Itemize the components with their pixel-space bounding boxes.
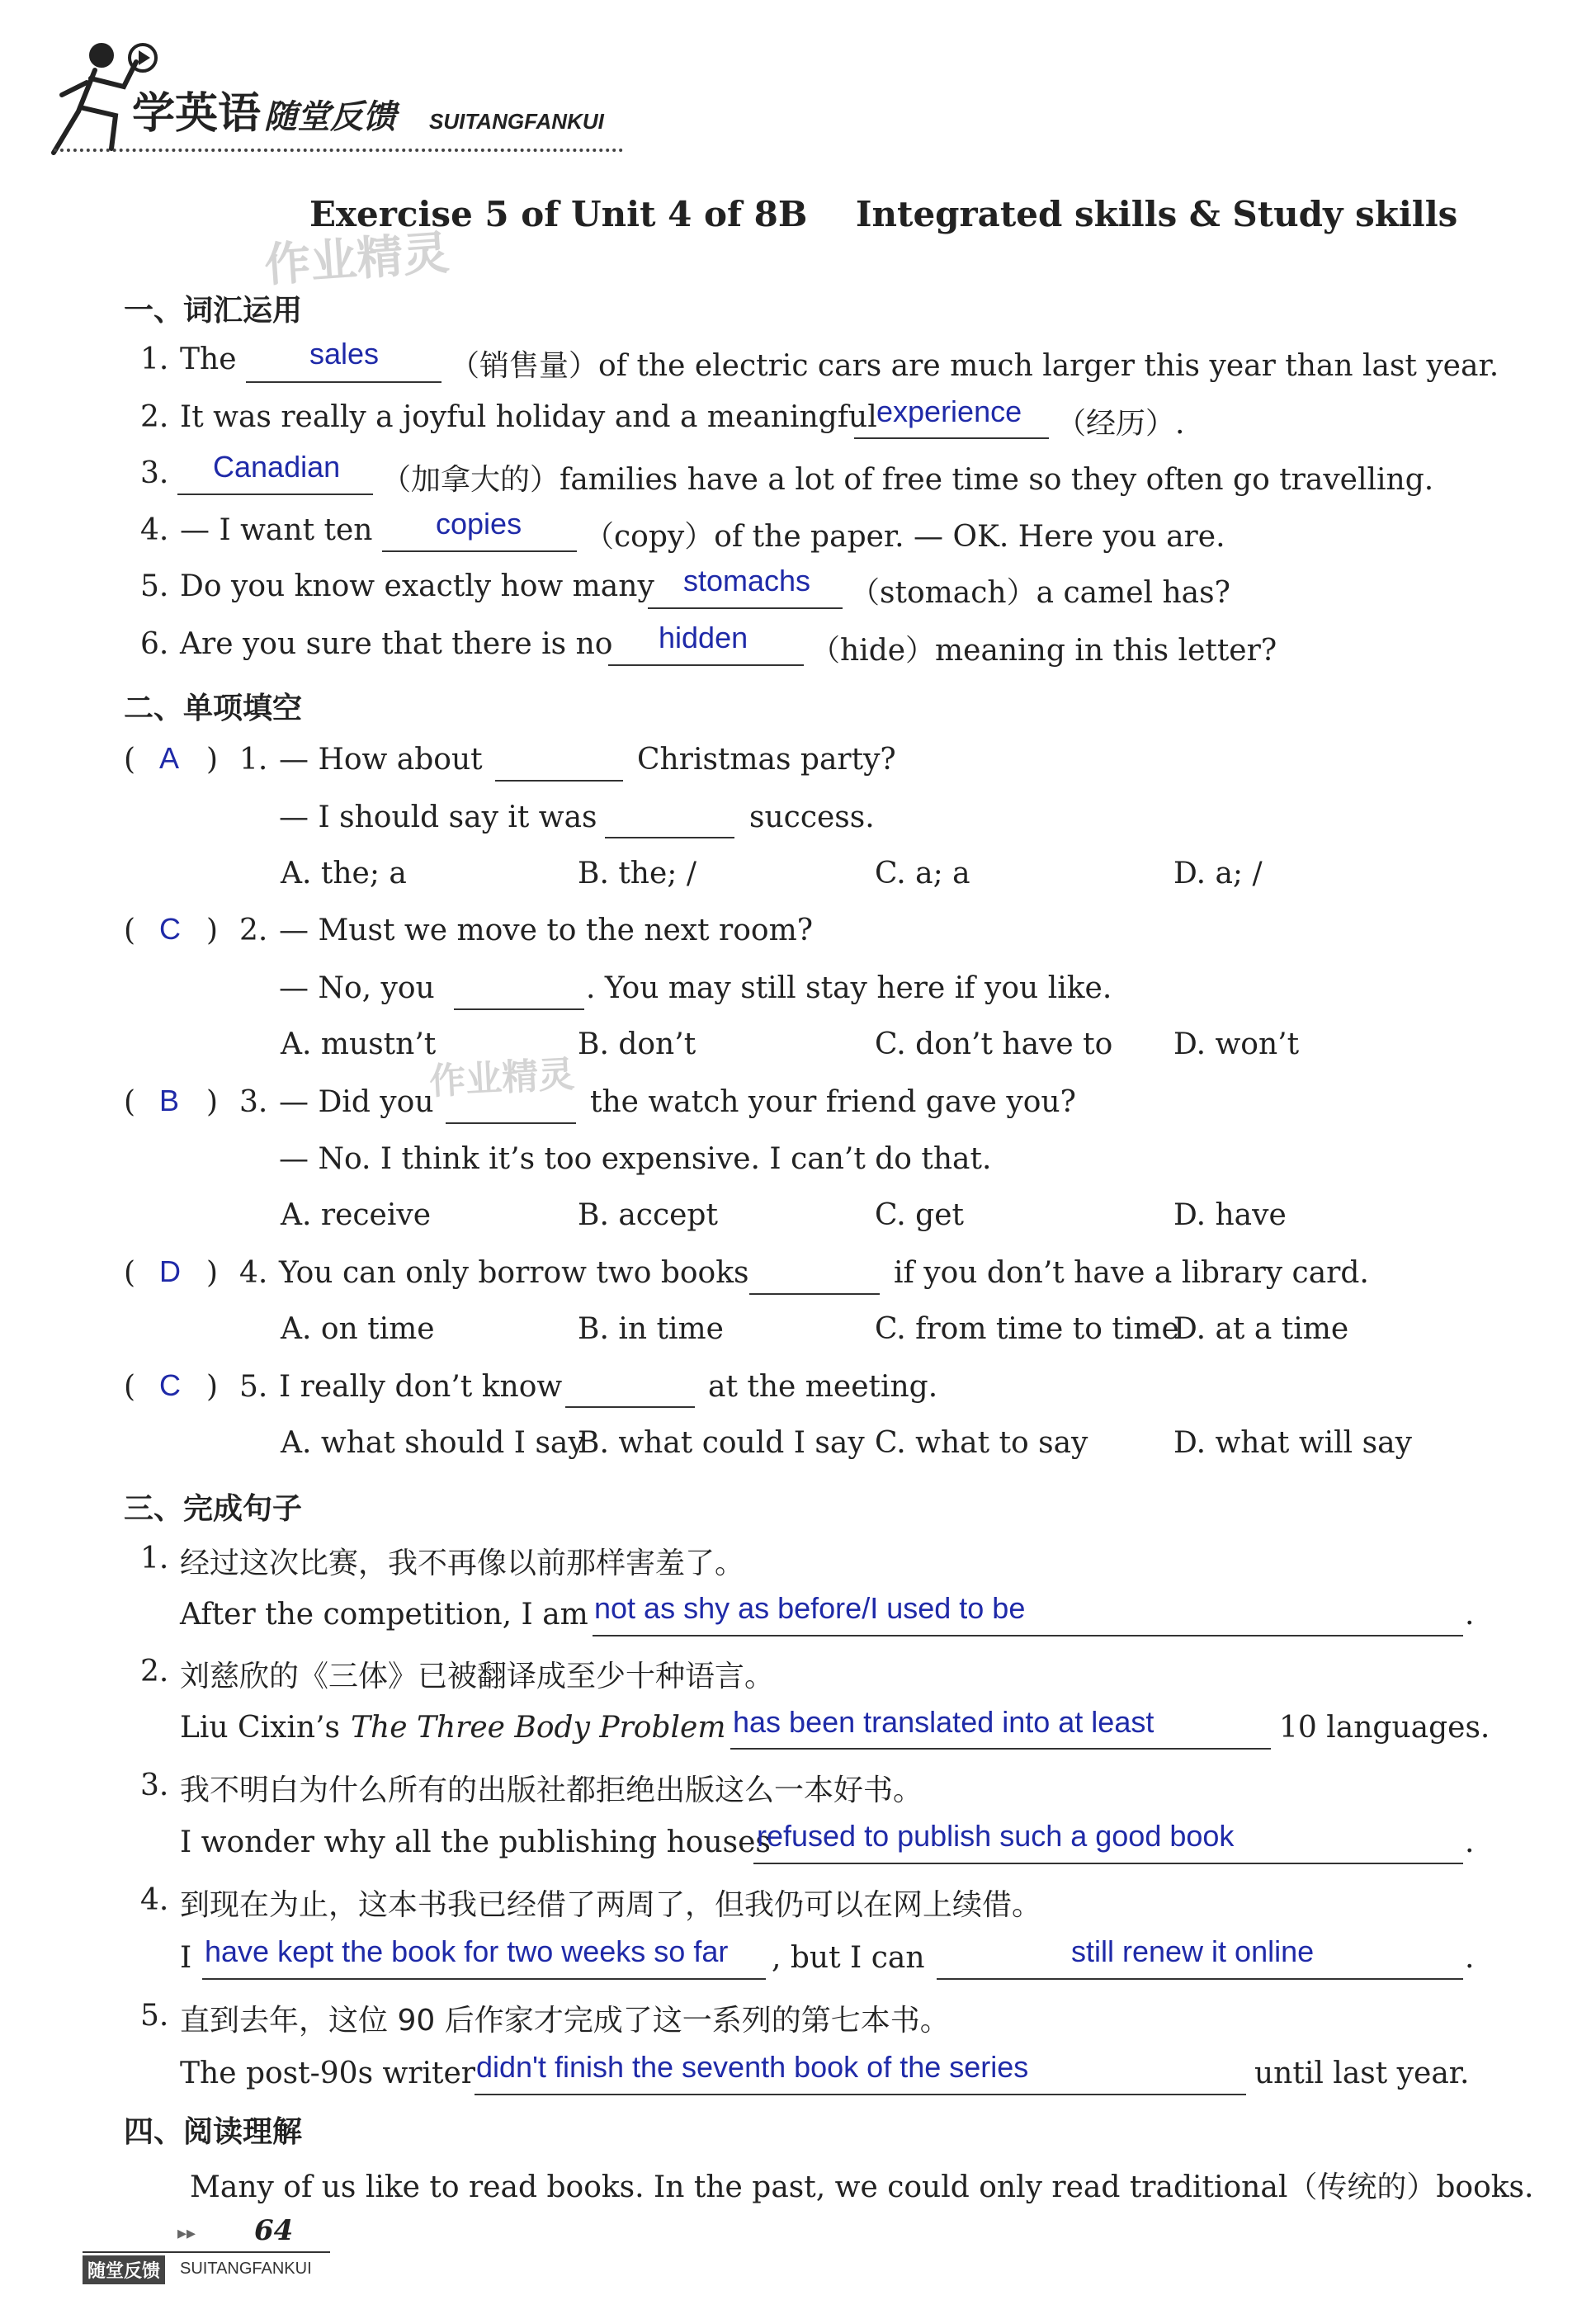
option: C. don’t have to <box>875 1027 1113 1061</box>
chinese-prompt: 直到去年，这位 90 后作家才完成了这一系列的第七本书。 <box>180 2004 950 2038</box>
item-number: 1. <box>140 1542 169 1575</box>
answer-blank <box>749 1293 880 1295</box>
question-number: 3. <box>239 1085 268 1119</box>
item-number: 4. <box>140 1883 169 1917</box>
question-number: 5. <box>239 1370 268 1404</box>
brand-pinyin: SUITANGFANKUI <box>429 109 604 134</box>
bracket-open: ( <box>124 743 136 777</box>
choice-answer: A <box>159 741 180 775</box>
item-number: 2. <box>140 400 169 434</box>
watermark: 作业精灵 <box>428 1053 576 1103</box>
answer-blank <box>648 607 843 609</box>
answer-blank <box>753 1863 1463 1864</box>
footer-pinyin: SUITANGFANKUI <box>180 2260 312 2278</box>
question-number: 2. <box>239 914 268 947</box>
question-text: I really don’t know <box>279 1370 563 1404</box>
bracket-close: ) <box>206 1370 219 1404</box>
answer-blank <box>475 2094 1246 2095</box>
answer-blank <box>593 1635 1463 1636</box>
item-number: 1. <box>140 342 169 376</box>
option: C. from time to time <box>875 1312 1179 1346</box>
item-text: （经历）. <box>1056 407 1185 441</box>
sentence-text: . <box>1465 1598 1475 1632</box>
option: C. a; a <box>875 857 970 890</box>
question-text: at the meeting. <box>708 1370 938 1404</box>
option: D. a; / <box>1173 857 1263 890</box>
answer-blank <box>937 1978 1463 1980</box>
answer-blank <box>608 664 804 666</box>
item-text: （销售量）of the electric cars are much larger this year than last year. <box>450 349 1499 383</box>
sentence-text: . <box>1465 1941 1475 1975</box>
question-text: success. <box>749 801 875 834</box>
option: D. at a time <box>1173 1312 1349 1346</box>
watermark: 作业精灵 <box>262 226 451 293</box>
option: B. in time <box>578 1312 724 1346</box>
answer-text: stomachs <box>683 564 811 597</box>
option: A. mustn’t <box>281 1027 437 1061</box>
option: A. receive <box>281 1198 432 1232</box>
option: C. get <box>875 1198 964 1232</box>
item-text: （copy）of the paper. — OK. Here you are. <box>584 520 1225 554</box>
choice-answer: C <box>159 912 181 946</box>
book-title: The Three Body Problem <box>351 1711 726 1745</box>
option: B. the; / <box>578 857 696 890</box>
item-text: Do you know exactly how many <box>180 569 654 603</box>
answer-text: Canadian <box>213 450 341 484</box>
chinese-prompt: 到现在为止，这本书我已经借了两周了，但我仍可以在网上续借。 <box>180 1888 1042 1922</box>
answer-blank <box>605 837 734 838</box>
question-text: — I should say it was <box>279 801 597 834</box>
sentence-text: I wonder why all the publishing houses <box>180 1825 771 1859</box>
choice-answer: B <box>159 1084 180 1117</box>
section-heading: 三、完成句子 <box>124 1492 303 1526</box>
answer-blank <box>446 1122 576 1124</box>
chinese-prompt: 经过这次比赛，我不再像以前那样害羞了。 <box>180 1547 745 1580</box>
option: A. on time <box>281 1312 435 1346</box>
header-divider <box>54 149 623 152</box>
section-heading: 二、单项填空 <box>124 692 303 725</box>
item-text: （加拿大的）families have a lot of free time so they often go travelling. <box>381 463 1434 497</box>
question-text: — Must we move to the next room? <box>279 914 814 947</box>
sentence-text: . <box>1465 1825 1475 1859</box>
answer-text: experience <box>876 394 1022 428</box>
arrow-icon: ▸▸ <box>177 2223 196 2244</box>
footer-label: 随堂反馈 <box>83 2255 165 2284</box>
bracket-close: ) <box>206 1256 219 1290</box>
item-number: 2. <box>140 1655 169 1688</box>
question-text: — How about <box>279 743 483 777</box>
option: D. have <box>1173 1198 1287 1232</box>
section-heading: 一、词汇运用 <box>124 294 303 328</box>
page-number: 64 <box>254 2214 294 2247</box>
bracket-open: ( <box>124 1370 136 1404</box>
option: B. don’t <box>578 1027 696 1061</box>
question-number: 4. <box>239 1256 268 1290</box>
item-text: （hide）meaning in this letter? <box>810 634 1277 668</box>
answer-blank <box>854 437 1049 439</box>
answer-text: refused to publish such a good book <box>757 1819 1235 1853</box>
chinese-prompt: 刘慈欣的《三体》已被翻译成至少十种语言。 <box>180 1660 775 1693</box>
bracket-close: ) <box>206 1085 219 1119</box>
answer-blank <box>454 1008 584 1010</box>
sentence-text: Liu Cixin’s <box>180 1711 341 1745</box>
sentence-text: The post-90s writer <box>180 2057 476 2090</box>
choice-answer: D <box>159 1254 181 1288</box>
question-text: Christmas party? <box>637 743 896 777</box>
question-text: the watch your friend gave you? <box>590 1085 1076 1119</box>
item-text: It was really a joyful holiday and a meaningful <box>180 400 877 434</box>
question-text: — No, you <box>279 971 435 1005</box>
question-text: — No. I think it’s too expensive. I can’t do that. <box>279 1142 992 1176</box>
answer-text: sales <box>309 337 380 371</box>
sentence-text: , but I can <box>772 1941 925 1975</box>
option: B. accept <box>578 1198 718 1232</box>
page-title: Exercise 5 of Unit 4 of 8B Integrated skills & Study skills <box>309 194 1458 234</box>
sentence-text: I <box>180 1941 192 1975</box>
bracket-open: ( <box>124 914 136 947</box>
answer-text: didn't finish the seventh book of the series <box>476 2050 1029 2084</box>
option: D. what will say <box>1173 1426 1412 1460</box>
bracket-close: ) <box>206 914 219 947</box>
question-text: — Did you <box>279 1085 434 1119</box>
item-number: 5. <box>140 1999 169 2033</box>
question-number: 1. <box>239 743 268 777</box>
question-text: You can only borrow two books <box>279 1256 749 1290</box>
item-text: — I want ten <box>180 513 373 547</box>
answer-blank <box>495 780 623 782</box>
item-number: 3. <box>140 456 169 490</box>
item-number: 3. <box>140 1769 169 1802</box>
item-number: 5. <box>140 569 169 603</box>
question-text: if you don’t have a library card. <box>894 1256 1369 1290</box>
item-number: 4. <box>140 513 169 547</box>
item-text: Are you sure that there is no <box>180 627 613 661</box>
answer-text: hidden <box>659 621 748 654</box>
answer-blank <box>565 1406 695 1408</box>
choice-answer: C <box>159 1368 181 1402</box>
item-text: The <box>180 342 237 376</box>
bracket-open: ( <box>124 1085 136 1119</box>
item-number: 6. <box>140 627 169 661</box>
section-heading: 四、阅读理解 <box>124 2115 303 2149</box>
answer-text: still renew it online <box>1071 1934 1315 1968</box>
answer-blank <box>730 1748 1271 1750</box>
footer-divider <box>83 2251 330 2253</box>
option: B. what could I say <box>578 1426 865 1460</box>
sentence-text: After the competition, I am <box>180 1598 588 1632</box>
sentence-text: 10 languages. <box>1279 1711 1490 1745</box>
bracket-close: ) <box>206 743 219 777</box>
sentence-text: until last year. <box>1254 2057 1470 2090</box>
reading-paragraph: Many of us like to read books. In the past, we could only read traditional（传统的）books. <box>190 2170 1534 2204</box>
brand-title: 学英语 <box>132 89 262 139</box>
bracket-open: ( <box>124 1256 136 1290</box>
item-text: （stomach）a camel has? <box>850 576 1230 610</box>
answer-text: has been translated into at least <box>733 1705 1155 1739</box>
answer-text: not as shy as before/I used to be <box>594 1591 1026 1625</box>
option: A. the; a <box>281 857 407 890</box>
brand-subtitle: 随堂反馈 <box>264 98 396 136</box>
question-text: . You may still stay here if you like. <box>586 971 1112 1005</box>
option: A. what should I say <box>281 1426 585 1460</box>
option: D. won’t <box>1173 1027 1300 1061</box>
option: C. what to say <box>875 1426 1088 1460</box>
answer-blank <box>177 494 373 495</box>
answer-text: copies <box>436 507 522 541</box>
answer-blank <box>382 550 577 552</box>
answer-blank <box>246 381 441 383</box>
answer-text: have kept the book for two weeks so far <box>205 1934 729 1968</box>
answer-blank <box>202 1978 766 1980</box>
chinese-prompt: 我不明白为什么所有的出版社都拒绝出版这么一本好书。 <box>180 1773 923 1807</box>
